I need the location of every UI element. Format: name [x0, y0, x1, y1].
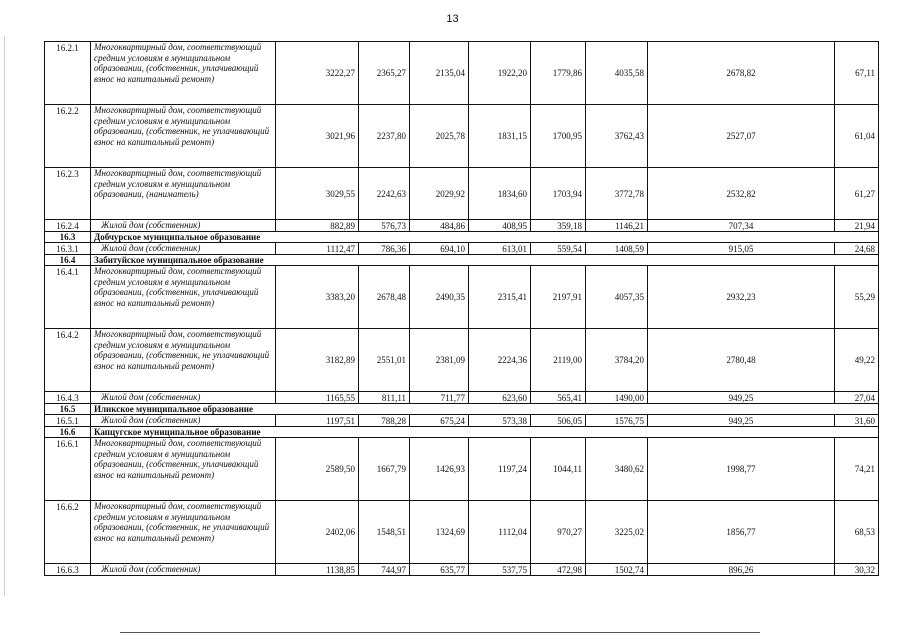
value-cell: 506,05 [531, 415, 586, 427]
value-cell: 2119,00 [531, 329, 586, 392]
value-cell: 4057,35 [586, 266, 648, 329]
row-code: 16.6.3 [45, 564, 91, 576]
row-description: Многоквартирный дом, соответствующий средним условиям в муниципальном образовании, (собственник, уплачивающий взнос на капитальный ремонт) [91, 438, 276, 501]
value-cell: 3021,96 [276, 105, 359, 168]
row-description: Многоквартирный дом, соответствующий средним условиям в муниципальном образовании, (собственник, не уплачивающий взнос на капитальный ремонт) [91, 501, 276, 564]
value-cell: 1856,77 [648, 501, 835, 564]
value-cell: 359,18 [531, 220, 586, 232]
group-row [45, 404, 879, 415]
table-body [45, 42, 879, 576]
row-code: 16.5.1 [45, 415, 91, 427]
value-cell: 2678,48 [359, 266, 410, 329]
value-cell: 2242,63 [359, 168, 410, 220]
row-code: 16.5 [45, 404, 91, 415]
row-code: 16.2.3 [45, 168, 91, 220]
value-cell: 2025,78 [410, 105, 469, 168]
row-code: 16.6 [45, 427, 91, 438]
value-cell: 2589,50 [276, 438, 359, 501]
group-row [45, 427, 879, 438]
row-code: 16.4.2 [45, 329, 91, 392]
row-code: 16.6.1 [45, 438, 91, 501]
value-cell: 3784,20 [586, 329, 648, 392]
table-row [45, 415, 879, 427]
scan-edge-left [4, 36, 5, 596]
value-cell: 1165,55 [276, 392, 359, 404]
row-description: Жилой дом (собственник) [91, 243, 276, 255]
value-cell: 2780,48 [648, 329, 835, 392]
value-cell: 2381,09 [410, 329, 469, 392]
value-cell: 1112,04 [469, 501, 531, 564]
value-cell: 1667,79 [359, 438, 410, 501]
value-cell: 565,41 [531, 392, 586, 404]
value-cell: 2490,35 [410, 266, 469, 329]
value-cell: 74,21 [835, 438, 879, 501]
row-code: 16.3.1 [45, 243, 91, 255]
row-description: Многоквартирный дом, соответствующий средним условиям в муниципальном образовании, (собственник, уплачивающий взнос на капитальный ремонт) [91, 266, 276, 329]
row-description: Жилой дом (собственник) [91, 564, 276, 576]
group-name: Забитуйское муниципальное образование [91, 255, 879, 266]
scan-edge-bottom [120, 632, 760, 633]
page-number: 13 [446, 13, 459, 25]
row-description: Жилой дом (собственник) [91, 220, 276, 232]
value-cell: 24,68 [835, 243, 879, 255]
value-cell: 711,77 [410, 392, 469, 404]
table-row [45, 392, 879, 404]
row-code: 16.4.1 [45, 266, 91, 329]
value-cell: 635,77 [410, 564, 469, 576]
value-cell: 1426,93 [410, 438, 469, 501]
value-cell: 2135,04 [410, 42, 469, 105]
value-cell: 1831,15 [469, 105, 531, 168]
value-cell: 559,54 [531, 243, 586, 255]
value-cell: 744,97 [359, 564, 410, 576]
value-cell: 55,29 [835, 266, 879, 329]
row-code: 16.2.4 [45, 220, 91, 232]
value-cell: 31,60 [835, 415, 879, 427]
value-cell: 707,34 [648, 220, 835, 232]
value-cell: 3772,78 [586, 168, 648, 220]
row-code: 16.2.1 [45, 42, 91, 105]
value-cell: 1703,94 [531, 168, 586, 220]
value-cell: 573,38 [469, 415, 531, 427]
value-cell: 3029,55 [276, 168, 359, 220]
value-cell: 49,22 [835, 329, 879, 392]
value-cell: 786,36 [359, 243, 410, 255]
table-row [45, 438, 879, 501]
value-cell: 675,24 [410, 415, 469, 427]
value-cell: 882,89 [276, 220, 359, 232]
value-cell: 1576,75 [586, 415, 648, 427]
group-name: Иликское муниципальное образование [91, 404, 879, 415]
value-cell: 1490,00 [586, 392, 648, 404]
table-row [45, 564, 879, 576]
table-row [45, 266, 879, 329]
value-cell: 949,25 [648, 415, 835, 427]
value-cell: 1834,60 [469, 168, 531, 220]
value-cell: 2029,92 [410, 168, 469, 220]
row-description: Многоквартирный дом, соответствующий средним условиям в муниципальном образовании, (собственник, не уплачивающий взнос на капитальный ремонт) [91, 329, 276, 392]
value-cell: 30,32 [835, 564, 879, 576]
value-cell: 1998,77 [648, 438, 835, 501]
value-cell: 811,11 [359, 392, 410, 404]
table-row [45, 243, 879, 255]
value-cell: 68,53 [835, 501, 879, 564]
value-cell: 1138,85 [276, 564, 359, 576]
value-cell: 2532,82 [648, 168, 835, 220]
group-row [45, 232, 879, 243]
value-cell: 4035,58 [586, 42, 648, 105]
value-cell: 3762,43 [586, 105, 648, 168]
value-cell: 1922,20 [469, 42, 531, 105]
value-cell: 1112,47 [276, 243, 359, 255]
value-cell: 1146,21 [586, 220, 648, 232]
value-cell: 2527,07 [648, 105, 835, 168]
value-cell: 2402,06 [276, 501, 359, 564]
value-cell: 2932,23 [648, 266, 835, 329]
row-description: Жилой дом (собственник) [91, 392, 276, 404]
table-row [45, 501, 879, 564]
value-cell: 949,25 [648, 392, 835, 404]
value-cell: 694,10 [410, 243, 469, 255]
value-cell: 1408,59 [586, 243, 648, 255]
group-name: Капцугское муниципальное образование [91, 427, 879, 438]
value-cell: 2315,41 [469, 266, 531, 329]
value-cell: 613,01 [469, 243, 531, 255]
group-name: Добчурское муниципальное образование [91, 232, 879, 243]
value-cell: 2224,36 [469, 329, 531, 392]
value-cell: 21,94 [835, 220, 879, 232]
value-cell: 970,27 [531, 501, 586, 564]
value-cell: 623,60 [469, 392, 531, 404]
value-cell: 3222,27 [276, 42, 359, 105]
value-cell: 27,04 [835, 392, 879, 404]
value-cell: 2197,91 [531, 266, 586, 329]
value-cell: 408,95 [469, 220, 531, 232]
value-cell: 537,75 [469, 564, 531, 576]
row-description: Многоквартирный дом, соответствующий средним условиям в муниципальном образовании, (собственник, уплачивающий взнос на капитальный ремонт) [91, 42, 276, 105]
group-row [45, 255, 879, 266]
value-cell: 2365,27 [359, 42, 410, 105]
value-cell: 1044,11 [531, 438, 586, 501]
row-code: 16.3 [45, 232, 91, 243]
value-cell: 576,73 [359, 220, 410, 232]
table-row [45, 329, 879, 392]
row-code: 16.2.2 [45, 105, 91, 168]
row-code: 16.6.2 [45, 501, 91, 564]
table-row [45, 42, 879, 105]
row-description: Многоквартирный дом, соответствующий средним условиям в муниципальном образовании, (наниматель) [91, 168, 276, 220]
value-cell: 1197,24 [469, 438, 531, 501]
table-row [45, 220, 879, 232]
value-cell: 1197,51 [276, 415, 359, 427]
row-code: 16.4.3 [45, 392, 91, 404]
value-cell: 2237,80 [359, 105, 410, 168]
value-cell: 67,11 [835, 42, 879, 105]
value-cell: 61,27 [835, 168, 879, 220]
value-cell: 2678,82 [648, 42, 835, 105]
value-cell: 896,26 [648, 564, 835, 576]
value-cell: 484,86 [410, 220, 469, 232]
value-cell: 3383,20 [276, 266, 359, 329]
value-cell: 2551,01 [359, 329, 410, 392]
value-cell: 3225,02 [586, 501, 648, 564]
tariff-table [44, 41, 879, 576]
value-cell: 1324,69 [410, 501, 469, 564]
value-cell: 3480,62 [586, 438, 648, 501]
value-cell: 1548,51 [359, 501, 410, 564]
value-cell: 472,98 [531, 564, 586, 576]
value-cell: 1779,86 [531, 42, 586, 105]
value-cell: 915,05 [648, 243, 835, 255]
row-description: Многоквартирный дом, соответствующий средним условиям в муниципальном образовании, (собственник, не уплачивающий взнос на капитальный ремонт) [91, 105, 276, 168]
value-cell: 3182,89 [276, 329, 359, 392]
value-cell: 61,04 [835, 105, 879, 168]
row-description: Жилой дом (собственник) [91, 415, 276, 427]
table-row [45, 168, 879, 220]
value-cell: 1700,95 [531, 105, 586, 168]
value-cell: 788,28 [359, 415, 410, 427]
row-code: 16.4 [45, 255, 91, 266]
table-row [45, 105, 879, 168]
value-cell: 1502,74 [586, 564, 648, 576]
